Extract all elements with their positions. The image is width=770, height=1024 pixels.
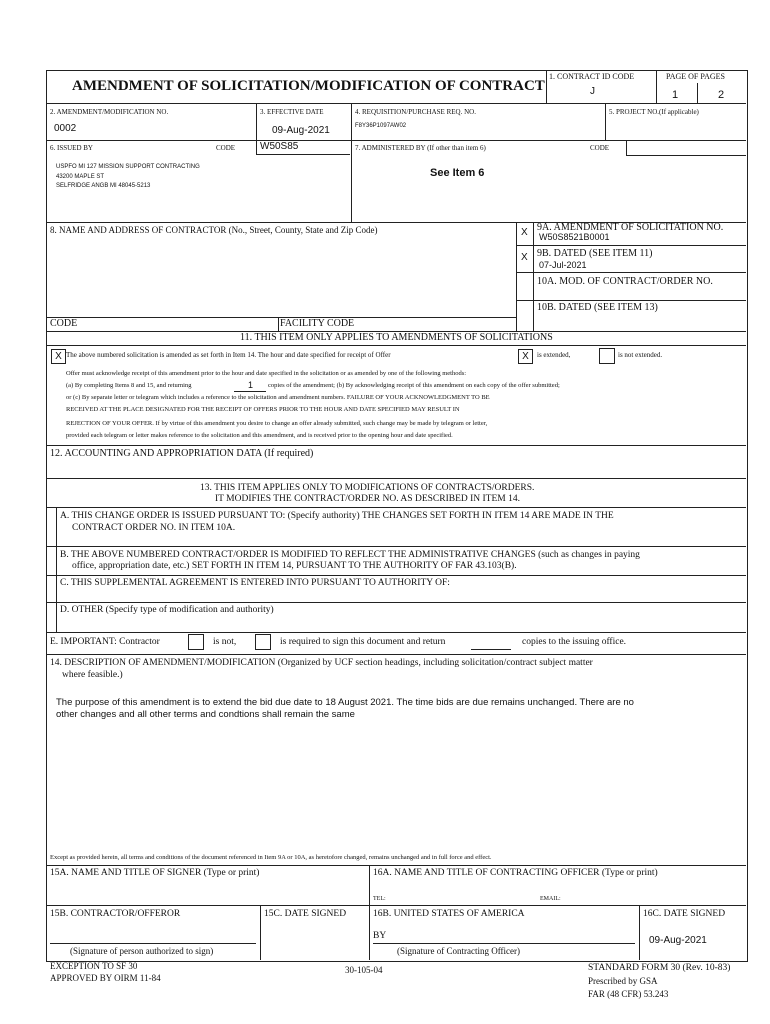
footer-right-line-3: FAR (48 CFR) 53.243 — [588, 989, 669, 999]
contractor-signature-caption: (Signature of person authorized to sign) — [70, 946, 214, 956]
item-15a-label: 15A. NAME AND TITLE OF SIGNER (Type or print) — [50, 868, 260, 878]
contractor-code-label: CODE — [50, 318, 78, 329]
by-label: BY — [373, 931, 387, 941]
officer-signature-line[interactable] — [373, 943, 635, 944]
footer-center: 30-105-04 — [345, 965, 383, 975]
effective-date-label: 3. EFFECTIVE DATE — [260, 108, 324, 116]
requisition-value[interactable]: F8Y36P1097AW02 — [355, 123, 407, 129]
issuer-address-line-3: SELFRIDGE ANGB MI 48045-5213 — [56, 183, 151, 189]
item-10a-label: 10A. MOD. OF CONTRACT/ORDER NO. — [537, 276, 713, 287]
issued-by-label: 6. ISSUED BY — [50, 144, 93, 152]
administered-by-label: 7. ADMINISTERED BY (If other than item 6) — [355, 144, 486, 152]
amend-no-value[interactable]: 0002 — [54, 123, 77, 134]
footer-right-line-2: Prescribed by GSA — [588, 976, 658, 986]
copies-label: copies to the issuing office. — [522, 637, 627, 647]
project-no-label: 5. PROJECT NO.(If applicable) — [609, 108, 699, 116]
item-11-para-3: or (c) By separate letter or telegram which includes a reference to the solicitation and amendment numbers. FAILURE OF YOUR ACKNOWLEDGMENT TO BE — [66, 394, 490, 401]
page-number: 1 — [672, 89, 679, 101]
amended-checkbox[interactable]: X — [51, 349, 66, 364]
admin-code-label: CODE — [590, 144, 610, 152]
effective-date-value[interactable]: 09-Aug-2021 — [272, 125, 330, 136]
form-title: AMENDMENT OF SOLICITATION/MODIFICATION OF CONTRACT — [72, 78, 545, 94]
page-of-pages-label: PAGE OF PAGES — [666, 72, 725, 81]
issuer-address-line-1: USPFO MI 127 MISSION SUPPORT CONTRACTING — [56, 164, 200, 170]
item-13d-label: D. OTHER (Specify type of modification and authority) — [60, 605, 274, 615]
item-13-heading-2: IT MODIFIES THE CONTRACT/ORDER NO. AS DESCRIBED IN ITEM 14. — [215, 494, 520, 504]
item-9b-value[interactable]: 07-Jul-2021 — [539, 260, 587, 270]
requisition-label: 4. REQUISITION/PURCHASE REQ. NO. — [355, 108, 476, 116]
item-11-heading: 11. THIS ITEM ONLY APPLIES TO AMENDMENTS OF SOLICITATIONS — [240, 332, 553, 343]
item-16b-label: 16B. UNITED STATES OF AMERICA — [373, 909, 525, 919]
item-11-para-2a: (a) By completing Items 8 and 15, and returning — [66, 382, 192, 389]
check-9b[interactable]: X — [521, 252, 528, 263]
item-13a-line-2: CONTRACT ORDER NO. IN ITEM 10A. — [72, 523, 236, 533]
item-13a-line-1: A. THIS CHANGE ORDER IS ISSUED PURSUANT TO: (Specify authority) THE CHANGES SET FORTH IN ITEM 14 ARE MADE IN THE — [60, 511, 614, 521]
is-not-checkbox[interactable] — [188, 634, 204, 650]
issued-code-value[interactable]: W50S85 — [256, 141, 350, 155]
item-14-footnote: Except as provided herein, all terms and conditions of the document referenced in Item 9A or 10A, as heretofore changed, remains unchanged and in full force and effect. — [50, 854, 492, 861]
item-14-label-2: where feasible.) — [62, 670, 123, 680]
is-not-label: is not, — [213, 637, 237, 647]
contractor-label: 8. NAME AND ADDRESS OF CONTRACTOR (No., Street, County, State and Zip Code) — [50, 225, 378, 235]
item-12-label: 12. ACCOUNTING AND APPROPRIATION DATA (If required) — [50, 448, 314, 459]
item-15c-label: 15C. DATE SIGNED — [264, 909, 347, 919]
officer-signature-caption: (Signature of Contracting Officer) — [397, 946, 521, 956]
footer-left-line-2: APPROVED BY OIRM 11-84 — [50, 973, 161, 983]
item-9a-value[interactable]: W50S8521B0001 — [539, 232, 610, 242]
item-16a-label: 16A. NAME AND TITLE OF CONTRACTING OFFICER (Type or print) — [373, 868, 658, 878]
item-9a-label: 9A. AMENDMENT OF SOLICITATION NO. — [537, 222, 724, 233]
item-11-para-5: REJECTION OF YOUR OFFER. If by virtue of this amendment you desire to change an offer already submitted, such change may be made by telegram or letter, — [66, 420, 488, 427]
item-11-sentence: The above numbered solicitation is amended as set forth in Item 14. The hour and date specified for receipt of Offer — [66, 351, 391, 359]
contract-id-label: 1. CONTRACT ID CODE — [549, 72, 635, 81]
administered-by-value: See Item 6 — [430, 167, 485, 179]
item-11-para-6: provided each telegram or letter makes reference to the solicitation and this amendment, and is received prior to the opening hour and date specified. — [66, 432, 453, 439]
email-label: EMAIL: — [540, 896, 561, 902]
not-extended-label: is not extended. — [618, 351, 663, 359]
issued-code-label: CODE — [216, 144, 236, 152]
date-signed-16c[interactable]: 09-Aug-2021 — [649, 935, 707, 946]
item-9b-label: 9B. DATED (SEE ITEM 11) — [537, 248, 653, 259]
not-extended-checkbox[interactable] — [599, 348, 615, 364]
contractor-signature-line[interactable] — [50, 943, 256, 944]
tel-label: TEL: — [373, 896, 386, 902]
item-10b-label: 10B. DATED (SEE ITEM 13) — [537, 302, 658, 313]
facility-code-label: FACILITY CODE — [280, 318, 355, 329]
amend-no-label: 2. AMENDMENT/MODIFICATION NO. — [50, 108, 169, 116]
check-9a[interactable]: X — [521, 227, 528, 238]
is-required-checkbox[interactable] — [255, 634, 271, 650]
extended-label: is extended, — [537, 351, 571, 359]
item-14-body-line-1[interactable]: The purpose of this amendment is to extend the bid due date to 18 August 2021. The time bids are due remains unchanged. There are no — [56, 697, 634, 708]
contract-id-value[interactable]: J — [590, 86, 595, 97]
item-14-label-1: 14. DESCRIPTION OF AMENDMENT/MODIFICATION (Organized by UCF section headings, including solicitation/contract subject matter — [50, 658, 593, 668]
item-13c-label: C. THIS SUPPLEMENTAL AGREEMENT IS ENTERED INTO PURSUANT TO AUTHORITY OF: — [60, 578, 450, 588]
item-16c-label: 16C. DATE SIGNED — [643, 909, 726, 919]
item-14-body-line-2[interactable]: other changes and all other terms and condtions shall remain the same — [56, 709, 355, 720]
item-13-heading-1: 13. THIS ITEM APPLIES ONLY TO MODIFICATIONS OF CONTRACTS/ORDERS. — [200, 483, 535, 493]
extended-checkbox[interactable]: X — [518, 349, 533, 364]
is-required-label: is required to sign this document and return — [280, 637, 446, 647]
item-13b-line-2: office, appropriation date, etc.) SET FORTH IN ITEM 14, PURSUANT TO THE AUTHORITY OF FAR 43.103(B). — [72, 561, 517, 571]
item-13b-line-1: B. THE ABOVE NUMBERED CONTRACT/ORDER IS MODIFIED TO REFLECT THE ADMINISTRATIVE CHANGES (such as changes in paying — [60, 550, 640, 560]
item-11-para-1: Offer must acknowledge receipt of this amendment prior to the hour and date specified in the solicitation or as amended by one of the following methods: — [66, 370, 467, 377]
copies-returned-value[interactable]: 1 — [248, 380, 254, 390]
issuer-address-line-2: 43200 MAPLE ST — [56, 174, 105, 180]
item-15b-label: 15B. CONTRACTOR/OFFEROR — [50, 909, 181, 919]
item-11-para-4: RECEIVED AT THE PLACE DESIGNATED FOR THE RECEIPT OF OFFERS PRIOR TO THE HOUR AND DATE SPECIFIED MAY RESULT IN — [66, 406, 460, 413]
item-11-para-2b: copies of the amendment; (b) By acknowledging receipt of this amendment on each copy of the offer submitted; — [268, 382, 560, 389]
total-pages: 2 — [718, 89, 725, 101]
footer-left-line-1: EXCEPTION TO SF 30 — [50, 961, 138, 971]
footer-right-line-1: STANDARD FORM 30 (Rev. 10-83) — [588, 963, 731, 973]
important-label: E. IMPORTANT: Contractor — [50, 637, 160, 647]
